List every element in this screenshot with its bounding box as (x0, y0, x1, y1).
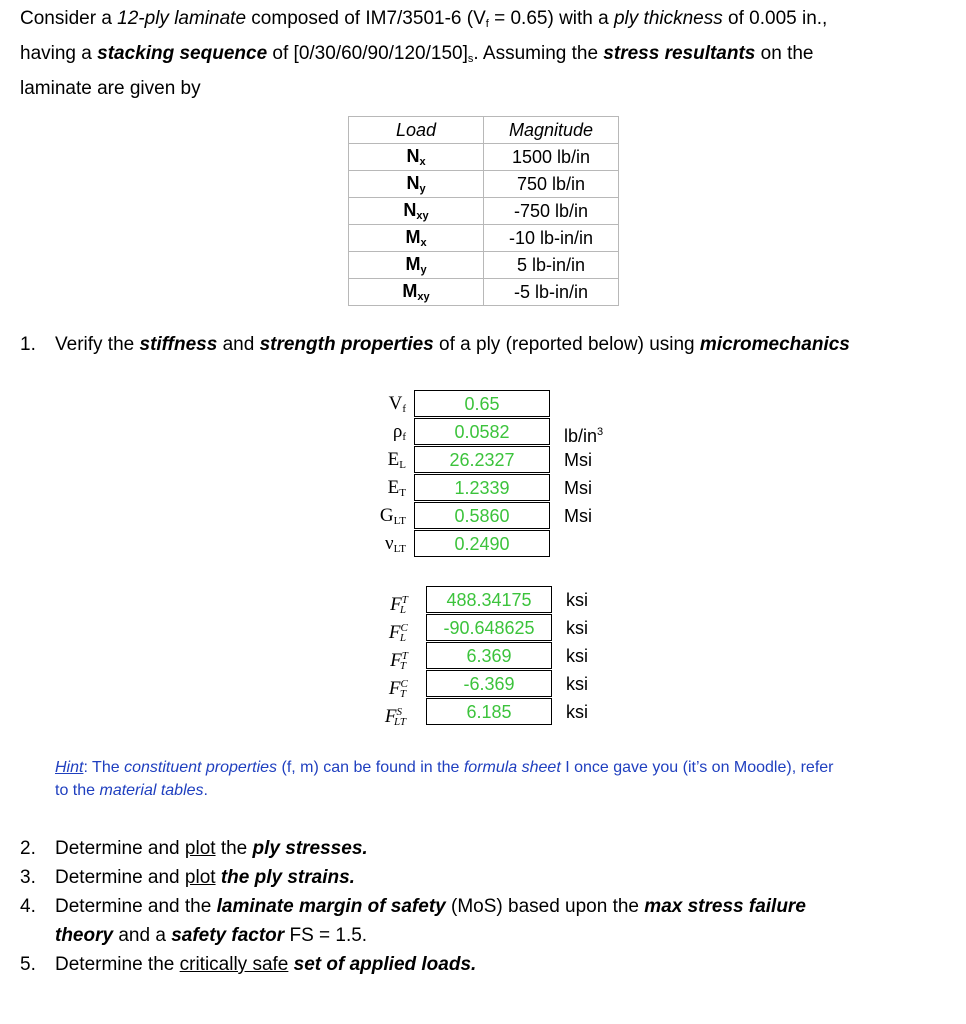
table-row: $M_x$ -10 lb-in/in (349, 225, 619, 252)
table-row: $N_x$ 1500 lb/in (349, 144, 619, 171)
intro-line-2: having a stacking sequence of $[0/30/60/90/120/150]_s$. Assuming the stress resultants on the (20, 43, 814, 65)
value-cell: -90.648625 (426, 614, 552, 641)
list-item: 2. Determine and plot the ply stresses. (20, 838, 368, 859)
list-item: 3. Determine and plot the ply strains. (20, 867, 355, 888)
table-row: $M_y$ 5 lb-in/in (349, 252, 619, 279)
value-cell: 6.369 (426, 642, 552, 669)
value-cell: 488.34175 (426, 586, 552, 613)
value-cell: 0.5860 (414, 502, 550, 529)
value-cell: 0.0582 (414, 418, 550, 445)
intro-line-3: laminate are given by (20, 78, 201, 99)
list-item: 5. Determine the critically safe set of applied loads. (20, 954, 477, 975)
problem-intro (20, 4, 946, 103)
value-cell: 0.65 (414, 390, 550, 417)
value-cell: 26.2327 (414, 446, 550, 473)
list-item: 4. Determine and the laminate margin of safety (MoS) based upon the max stress failure theory and a safety factor FS = 1.5. (20, 896, 806, 946)
value-cell: -6.369 (426, 670, 552, 697)
value-cell: 6.185 (426, 698, 552, 725)
question-1: 1. Verify the stiffness and strength properties of a ply (reported below) using micromechanics (20, 334, 850, 355)
hint-label: Hint (55, 759, 84, 776)
intro-line-1: Consider a 12-ply laminate composed of IM7/3501-6 $(V_f = 0.65)$ with a ply thickness of 0.005 in., (20, 8, 828, 30)
table-row: $N_y$ 750 lb/in (349, 171, 619, 198)
hint-note: Hint: The constituent properties (f, m) can be found in the formula sheet I once gave you (it’s on Moodle), refer to the material tables. (55, 759, 834, 799)
header-magnitude: Magnitude (484, 117, 619, 144)
value-cell: 1.2339 (414, 474, 550, 501)
load-table (348, 116, 619, 306)
table-row: $M_{xy}$ -5 lb-in/in (349, 279, 619, 306)
task-list (20, 834, 920, 979)
header-load: Load (349, 117, 484, 144)
table-row: $N_{xy}$ -750 lb/in (349, 198, 619, 225)
load-table-header (349, 117, 619, 144)
value-cell: 0.2490 (414, 530, 550, 557)
